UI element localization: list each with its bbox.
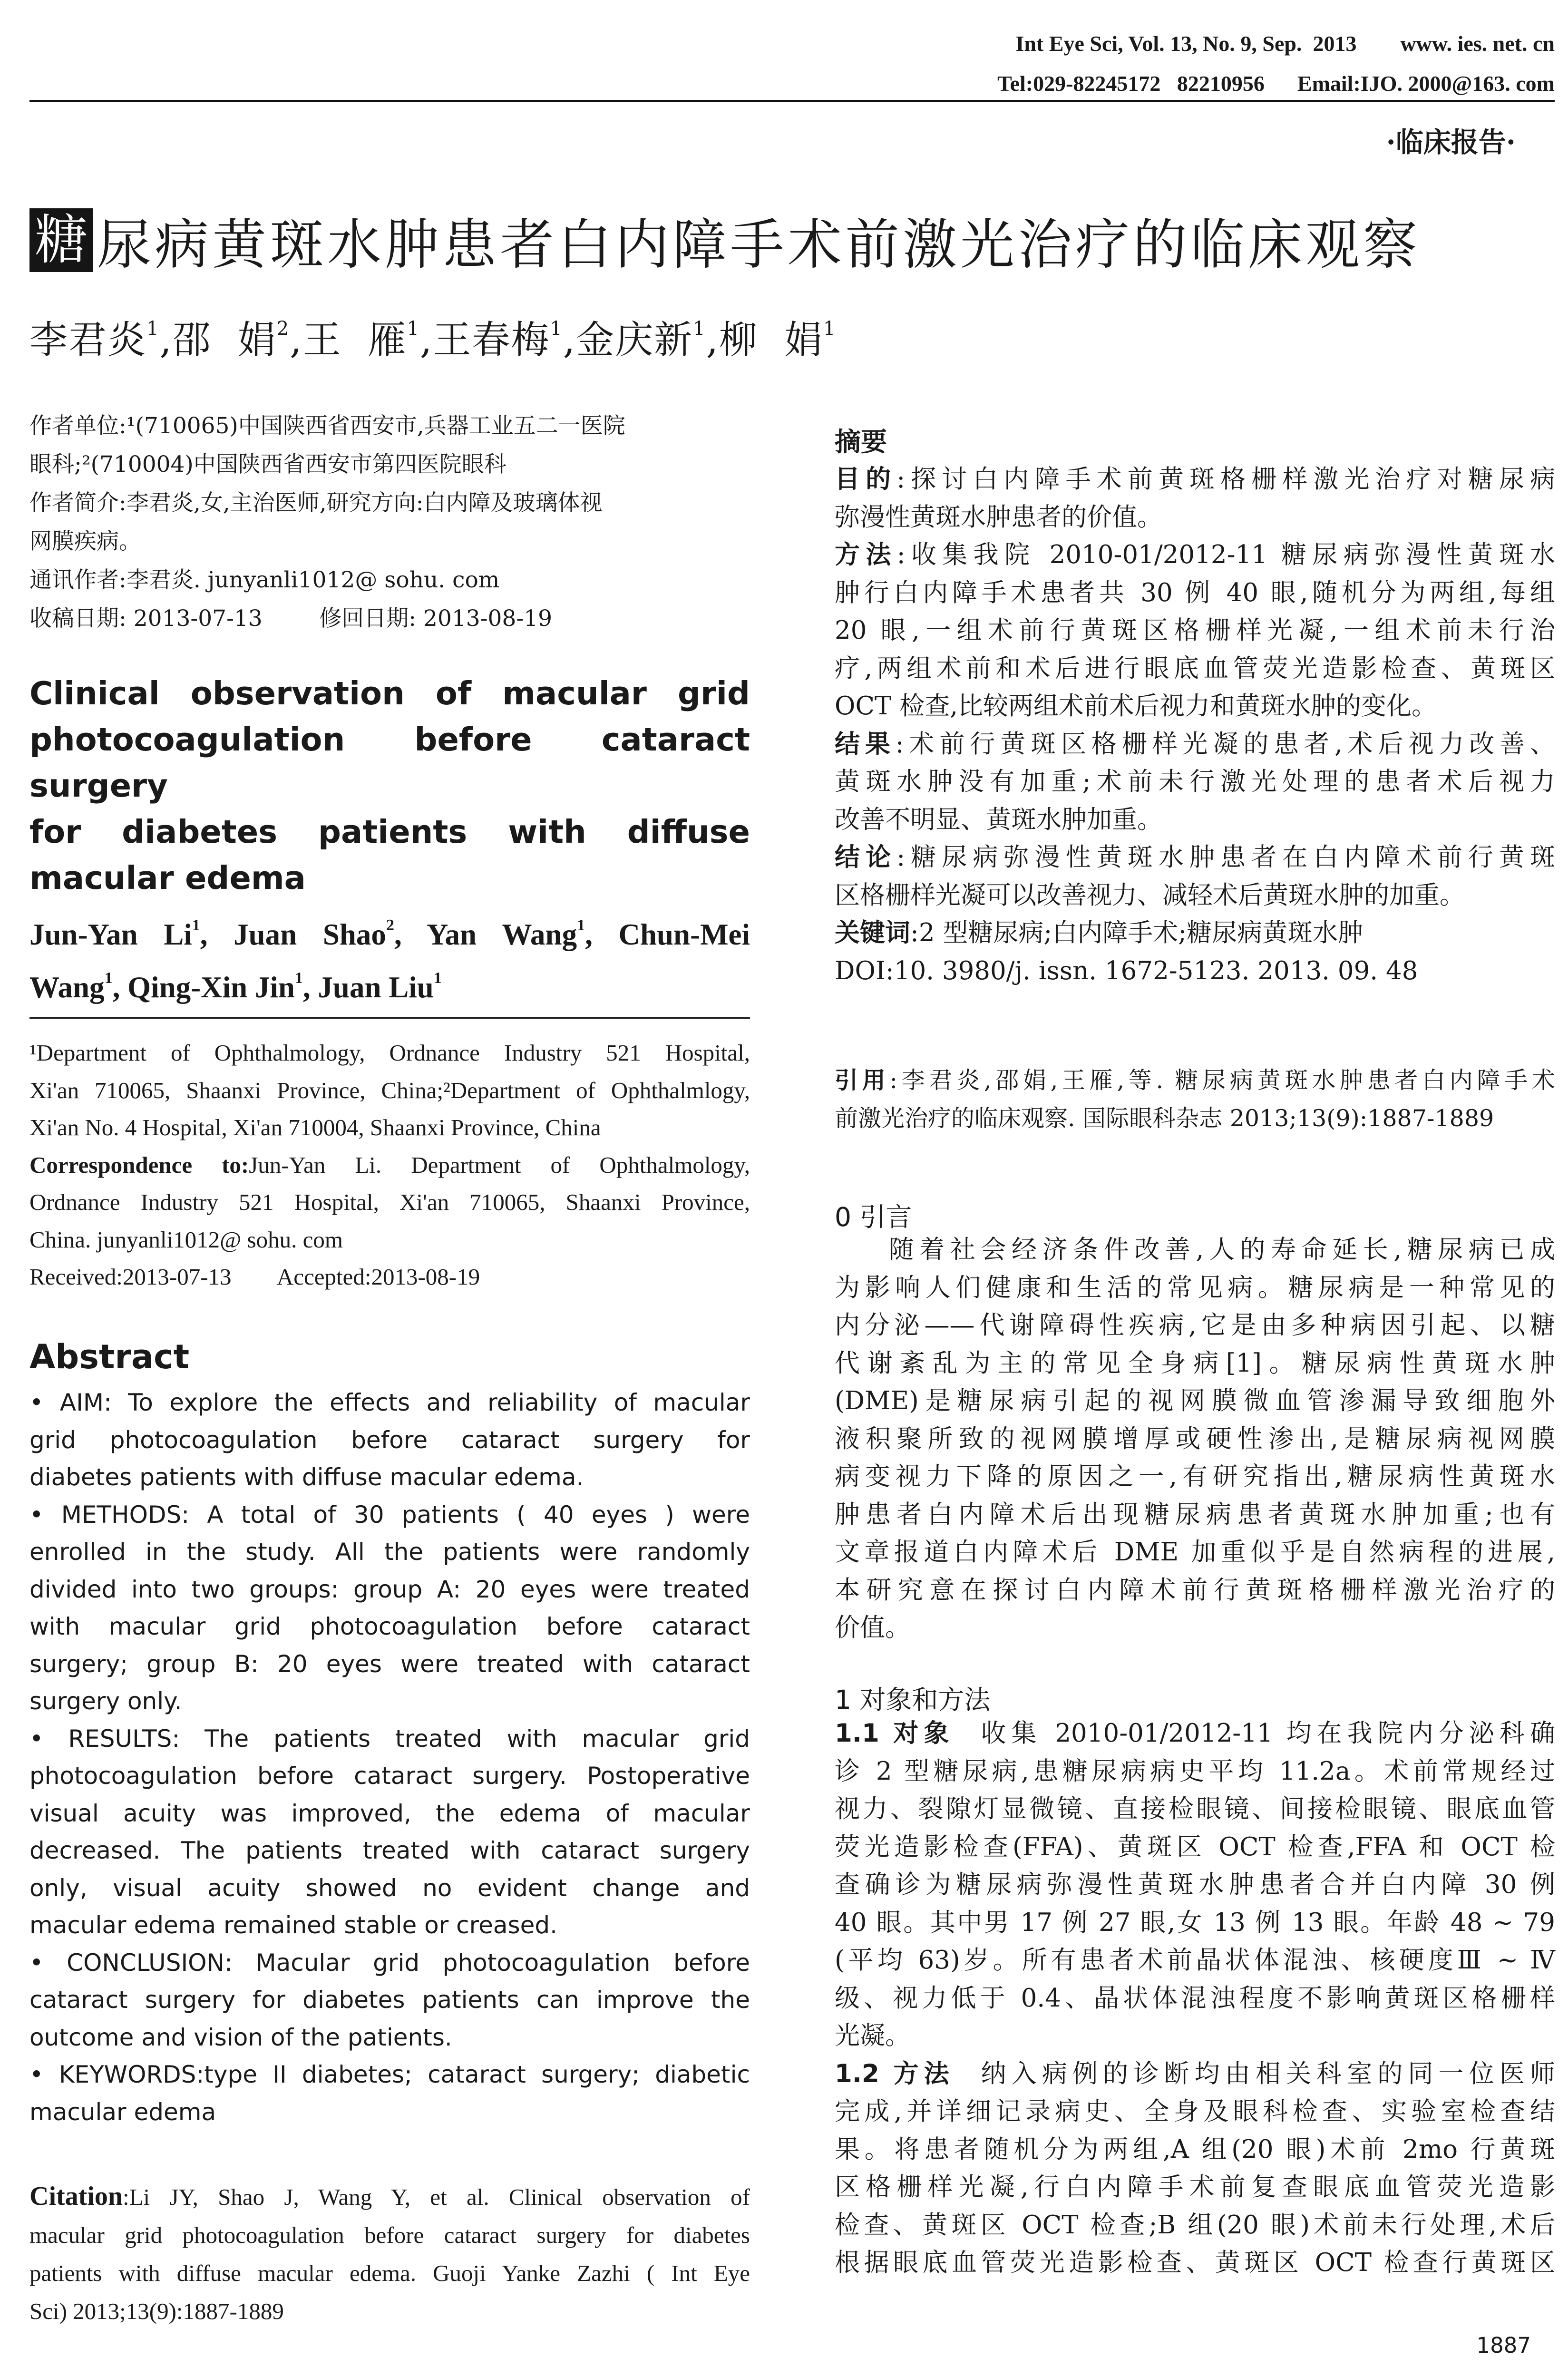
methods-text: 光凝。 bbox=[835, 2021, 910, 2050]
author-affiliation-mark: 1 bbox=[146, 318, 160, 340]
correspondence-line: Ordnance Industry 521 Hospital, Xi'an 710065, Shaanxi Province, bbox=[29, 1189, 750, 1215]
methods-line bbox=[835, 1753, 1555, 1791]
summary-label: 方法 bbox=[835, 540, 897, 569]
abstract-line: decreased. The patients treated with cataract surgery bbox=[29, 1837, 750, 1864]
correspondence-text: Jun-Yan Li. Department of Ophthalmology, bbox=[249, 1151, 750, 1178]
methods-text: 视力、裂隙灯显微镜、直接检眼镜、间接检眼镜、眼底血管 bbox=[835, 1794, 1555, 1823]
summary-text: 改善不明显、黄斑水肿加重。 bbox=[835, 805, 1162, 834]
intro-line: 病变视力下降的原因之一,有研究指出,糖尿病性黄斑水 bbox=[835, 1462, 1555, 1491]
methods-line bbox=[835, 1979, 1555, 2017]
abstract-line: diabetes patients with diffuse macular edema. bbox=[29, 1463, 584, 1491]
summary-text: :收集我院 2010-01/2012-11 糖尿病弥漫性黄斑水 bbox=[896, 540, 1556, 569]
methods-text: (平均 63)岁。所有患者术前晶状体混浊、核硬度Ⅲ ~ Ⅳ bbox=[835, 1946, 1555, 1975]
intro-line: 本研究意在探讨白内障术前行黄斑格栅样激光治疗的 bbox=[835, 1575, 1555, 1605]
received-dates: Received:2013-07-13 Accepted:2013-08-19 bbox=[29, 1264, 480, 1290]
abstract-line: macular edema remained stable or creased. bbox=[29, 1911, 557, 1939]
affiliation-line: Xi'an 710065, Shaanxi Province, China;²Department of Ophthalmlogy, bbox=[29, 1077, 750, 1103]
summary-text: 疗,两组术前和术后进行眼底血管荧光造影检查、黄斑区 bbox=[835, 653, 1555, 683]
summary-line bbox=[835, 763, 1555, 801]
title-text: 尿病黄斑水肿患者白内障手术前激光治疗的临床观察 bbox=[97, 213, 1421, 276]
abstract-line: • METHODS: A total of 30 patients ( 40 eyes ) were bbox=[29, 1500, 750, 1529]
abstract-line: macular edema bbox=[29, 2098, 216, 2126]
summary-text: OCT 检查,比较两组术前术后视力和黄斑水肿的变化。 bbox=[835, 692, 1437, 721]
citation-line bbox=[835, 1062, 1555, 1100]
summary-text: 20 眼,一组术前行黄斑区格栅样光凝,一组术前未行治 bbox=[835, 616, 1555, 645]
intro-line: 代谢紊乱为主的常见全身病[1]。糖尿病性黄斑水肿 bbox=[835, 1348, 1555, 1378]
citation-line: macular grid photocoagulation before cataract surgery for diabetes bbox=[29, 2222, 750, 2248]
section-tag: ·临床报告· bbox=[1386, 126, 1516, 158]
methods-text: 纳入病例的诊断均由相关科室的同一位医师 bbox=[954, 2059, 1555, 2088]
abstract-body bbox=[29, 1384, 750, 2131]
author-affiliation-mark: 1 bbox=[693, 318, 706, 340]
summary-label: 结果 bbox=[835, 729, 896, 759]
abstract-line: with macular grid photocoagulation before cataract bbox=[29, 1613, 750, 1640]
doi: DOI:10. 3980/j. issn. 1672-5123. 2013. 09. 48 bbox=[835, 956, 1418, 985]
citation-text: :Li JY, Shao J, Wang Y, et al. Clinical observation of bbox=[123, 2184, 750, 2210]
methods-line bbox=[835, 2131, 1555, 2169]
info-line: 眼科;²(710004)中国陕西省西安市第四医院眼科 bbox=[29, 451, 506, 477]
citation-english bbox=[29, 2177, 750, 2330]
author-name: 王春梅 bbox=[433, 318, 550, 362]
summary-line bbox=[835, 801, 1555, 839]
abstract-line: surgery only. bbox=[29, 1687, 182, 1715]
intro-line: 文章报道白内障术后 DME 加重似乎是自然病程的进展, bbox=[835, 1538, 1555, 1567]
author-affiliation-mark: 2 bbox=[276, 318, 290, 340]
author-affiliation-mark: 1 bbox=[104, 969, 113, 987]
methods-line bbox=[835, 2244, 1555, 2282]
intro-line: 随着社会经济条件改善,人的寿命延长,糖尿病已成 bbox=[835, 1235, 1555, 1264]
methods-line bbox=[835, 1941, 1555, 1979]
author-info-chinese bbox=[29, 407, 750, 638]
author-name: , Juan Liu bbox=[302, 971, 434, 1004]
summary-line bbox=[835, 838, 1555, 877]
author-name: , Chun-Mei bbox=[585, 918, 750, 951]
citation-line: 前激光治疗的临床观察. 国际眼科杂志 2013;13(9):1887-1889 bbox=[835, 1105, 1494, 1132]
summary-text: :2 型糖尿病;白内障手术;糖尿病黄斑水肿 bbox=[910, 918, 1363, 947]
abstract-line: photocoagulation before cataract surgery. Postoperative bbox=[29, 1762, 750, 1790]
intro-heading: 0 引言 bbox=[835, 1202, 912, 1232]
summary-body-chinese bbox=[835, 460, 1555, 990]
intro-line: 肿患者白内障术后出现糖尿病患者黄斑水肿加重;也有 bbox=[835, 1500, 1555, 1529]
page-number: 1887 bbox=[1476, 2333, 1531, 2358]
methods-line bbox=[835, 1715, 1555, 1753]
methods-text: 级、视力低于 0.4、晶状体混浊程度不影响黄斑区格栅样 bbox=[835, 1983, 1555, 2013]
summary-text: 黄斑水肿没有加重;术前未行激光处理的患者术后视力 bbox=[835, 767, 1555, 796]
journal-info-line: Int Eye Sci, Vol. 13, No. 9, Sep. 2013 www. ies. net. cn bbox=[1015, 31, 1555, 56]
english-title-line: Clinical observation of macular grid bbox=[29, 675, 750, 712]
abstract-line: outcome and vision of the patients. bbox=[29, 2023, 452, 2051]
citation-chinese bbox=[835, 1062, 1555, 1138]
methods-heading: 1 对象和方法 bbox=[835, 1685, 991, 1715]
abstract-line: • AIM: To explore the effects and reliability of macular bbox=[29, 1389, 750, 1416]
summary-label: 结论 bbox=[835, 843, 897, 872]
summary-line bbox=[835, 536, 1555, 574]
author-name: , Qing-Xin Jin bbox=[112, 971, 295, 1004]
methods-text: 查确诊为糖尿病弥漫性黄斑水肿患者合并白内障 30 例 bbox=[835, 1870, 1555, 1899]
abstract-line: cataract surgery for diabetes patients can improve the bbox=[29, 1986, 750, 2014]
methods-text: 40 眼。其中男 17 例 27 眼,女 13 例 13 眼。年龄 48 ~ 79 bbox=[835, 1908, 1555, 1937]
english-title-line: macular edema bbox=[29, 859, 306, 896]
summary-line bbox=[835, 877, 1555, 915]
author-affiliation-mark: 1 bbox=[192, 916, 200, 934]
article-title bbox=[29, 205, 1421, 276]
info-line: 网膜疾病。 bbox=[29, 528, 141, 555]
author-name: 金庆新 bbox=[576, 318, 693, 362]
english-title-line: photocoagulation before cataract surgery bbox=[29, 721, 750, 804]
methods-text: 完成,并详细记录病史、全身及眼科检查、实验室检查结 bbox=[835, 2097, 1555, 2126]
author-affiliation-mark: 1 bbox=[407, 318, 420, 340]
header-rule bbox=[29, 100, 1555, 102]
author-affiliation-mark: 1 bbox=[823, 318, 837, 340]
summary-text: :糖尿病弥漫性黄斑水肿患者在白内障术前行黄斑 bbox=[896, 843, 1555, 872]
summary-line bbox=[835, 650, 1555, 688]
summary-line bbox=[835, 914, 1555, 952]
summary-heading: 摘要 bbox=[835, 427, 887, 457]
author-name: 王 雁 bbox=[302, 318, 407, 362]
methods-line bbox=[835, 1866, 1555, 1904]
intro-line: 内分泌——代谢障碍性疾病,它是由多种病因引起、以糖 bbox=[835, 1311, 1555, 1340]
author-name: 邵 娟 bbox=[172, 318, 277, 362]
author-name: Jun-Yan Li bbox=[29, 918, 192, 951]
info-line: 作者简介:李君炎,女,主治医师,研究方向:白内障及玻璃体视 bbox=[29, 490, 603, 516]
correspondence-label: Correspondence to: bbox=[29, 1151, 249, 1178]
affiliation-rule bbox=[29, 1017, 750, 1019]
title-drop-cap: 糖 bbox=[29, 208, 93, 272]
correspondence-line: China. junyanli1012@ sohu. com bbox=[29, 1226, 343, 1253]
abstract-line: only, visual acuity showed no evident change and bbox=[29, 1874, 750, 1902]
intro-line: (DME)是糖尿病引起的视网膜微血管渗漏导致细胞外 bbox=[835, 1386, 1555, 1415]
intro-line: 液积聚所致的视网膜增厚或硬性渗出,是糖尿病视网膜 bbox=[835, 1424, 1555, 1453]
author-name: Wang bbox=[29, 971, 105, 1004]
citation-line bbox=[29, 2177, 750, 2216]
author-name: , Yan Wang bbox=[394, 918, 577, 951]
affiliation-line: ¹Department of Ophthalmology, Ordnance Industry 521 Hospital, bbox=[29, 1040, 750, 1066]
methods-sublabel: 1.1 对象 bbox=[835, 1719, 954, 1748]
citation-line: Sci) 2013;13(9):1887-1889 bbox=[29, 2298, 284, 2324]
affiliation-line: Xi'an No. 4 Hospital, Xi'an 710004, Shaanxi Province, China bbox=[29, 1114, 601, 1140]
info-line: 收稿日期: 2013-07-13 修回日期: 2013-08-19 bbox=[29, 605, 553, 632]
summary-text: :术前行黄斑区格栅样光凝的患者,术后视力改善、 bbox=[895, 729, 1556, 759]
methods-body bbox=[835, 1715, 1555, 2282]
english-authors bbox=[29, 904, 750, 1009]
abstract-line: • KEYWORDS:type II diabetes; cataract surgery; diabetic bbox=[29, 2061, 750, 2088]
citation-line: patients with diffuse macular edema. Guoji Yanke Zazhi ( Int Eye bbox=[29, 2260, 750, 2286]
methods-text: 检查、黄斑区 OCT 检查;B 组(20 眼)术前未行处理,术后 bbox=[835, 2210, 1555, 2240]
methods-line bbox=[835, 2206, 1555, 2244]
authors-chinese: 李君炎$^1$,邵 娟$^2$,王 雁$^1$,王春梅$^1$,金庆新$^1$,柳 娟$^1$ bbox=[29, 318, 837, 362]
intro-line: 为影响人们健康和生活的常见病。糖尿病是一种常见的 bbox=[835, 1273, 1555, 1302]
correspondence-line bbox=[29, 1147, 750, 1184]
summary-text: 肿行白内障手术患者共 30 例 40 眼,随机分为两组,每组 bbox=[835, 578, 1555, 607]
methods-line bbox=[835, 2017, 1555, 2055]
english-title bbox=[29, 671, 750, 901]
author-affiliation-mark: 1 bbox=[294, 969, 303, 987]
author-affiliation-mark: 1 bbox=[550, 318, 563, 340]
citation-text: :李君炎,邵娟,王雁,等. 糖尿病黄斑水肿患者白内障手术 bbox=[889, 1067, 1555, 1094]
info-line: 作者单位:¹(710065)中国陕西省西安市,兵器工业五二一医院 bbox=[29, 413, 625, 439]
abstract-heading: Abstract bbox=[29, 1337, 190, 1376]
contact-info-line: Tel:029-82245172 82210956 Email:IJO. 2000@163. com bbox=[997, 71, 1555, 96]
methods-text: 收集 2010-01/2012-11 均在我院内分泌科确 bbox=[954, 1719, 1555, 1748]
affiliation-block bbox=[29, 1034, 750, 1296]
info-line: 通讯作者:李君炎. junyanli1012@ sohu. com bbox=[29, 567, 500, 593]
methods-line bbox=[835, 1828, 1555, 1866]
abstract-line: grid photocoagulation before cataract surgery for bbox=[29, 1426, 750, 1454]
summary-line bbox=[835, 498, 1555, 536]
methods-line bbox=[835, 1790, 1555, 1828]
summary-line bbox=[835, 725, 1555, 763]
english-authors-line bbox=[29, 956, 750, 1009]
abstract-line: enrolled in the study. All the patients were randomly bbox=[29, 1538, 750, 1566]
methods-text: 果。将患者随机分为两组,A 组(20 眼)术前 2mo 行黄斑 bbox=[835, 2134, 1555, 2164]
intro-line: 价值。 bbox=[835, 1613, 910, 1642]
summary-label: 目的 bbox=[835, 465, 897, 494]
abstract-line: • RESULTS: The patients treated with macular grid bbox=[29, 1724, 750, 1753]
methods-text: 根据眼底血管荧光造影检查、黄斑区 OCT 检查行黄斑区 bbox=[835, 2248, 1555, 2277]
methods-text: 区格栅样光凝,行白内障手术前复查眼底血管荧光造影 bbox=[835, 2172, 1555, 2202]
summary-label: 关键词 bbox=[835, 918, 910, 947]
methods-line bbox=[835, 2093, 1555, 2131]
author-name: 柳 娟 bbox=[719, 318, 824, 362]
summary-line bbox=[835, 574, 1555, 612]
citation-label: Citation bbox=[29, 2182, 123, 2211]
author-name: 李君炎 bbox=[29, 318, 146, 362]
methods-sublabel: 1.2 方法 bbox=[835, 2059, 954, 2088]
methods-line bbox=[835, 2055, 1555, 2093]
english-authors-line bbox=[29, 904, 750, 956]
intro-body bbox=[835, 1231, 1555, 1647]
summary-line bbox=[835, 460, 1555, 498]
abstract-line: • CONCLUSION: Macular grid photocoagulation before bbox=[29, 1948, 750, 1977]
methods-text: 诊 2 型糖尿病,患糖尿病病史平均 11.2a。术前常规经过 bbox=[835, 1756, 1555, 1786]
summary-text: 区格栅样光凝可以改善视力、减轻术后黄斑水肿的加重。 bbox=[835, 880, 1465, 910]
methods-line bbox=[835, 1904, 1555, 1942]
methods-line bbox=[835, 2168, 1555, 2206]
author-affiliation-mark: 2 bbox=[386, 916, 394, 934]
author-affiliation-mark: 1 bbox=[433, 969, 442, 987]
abstract-line: divided into two groups: group A: 20 eyes were treated bbox=[29, 1575, 750, 1603]
summary-text: 弥漫性黄斑水肿患者的价值。 bbox=[835, 502, 1162, 532]
methods-text: 荧光造影检查(FFA)、黄斑区 OCT 检查,FFA 和 OCT 检 bbox=[835, 1832, 1555, 1861]
author-affiliation-mark: 1 bbox=[577, 916, 585, 934]
running-header bbox=[997, 24, 1555, 104]
abstract-line: surgery; group B: 20 eyes were treated with cataract bbox=[29, 1650, 750, 1678]
abstract-line: visual acuity was improved, the edema of macular bbox=[29, 1799, 750, 1827]
summary-line bbox=[835, 612, 1555, 650]
summary-text: :探讨白内障手术前黄斑格栅样激光治疗对糖尿病 bbox=[896, 465, 1555, 494]
summary-line bbox=[835, 687, 1555, 725]
author-name: , Juan Shao bbox=[200, 918, 386, 951]
english-title-line: for diabetes patients with diffuse bbox=[29, 813, 750, 850]
citation-label: 引用 bbox=[835, 1067, 890, 1094]
